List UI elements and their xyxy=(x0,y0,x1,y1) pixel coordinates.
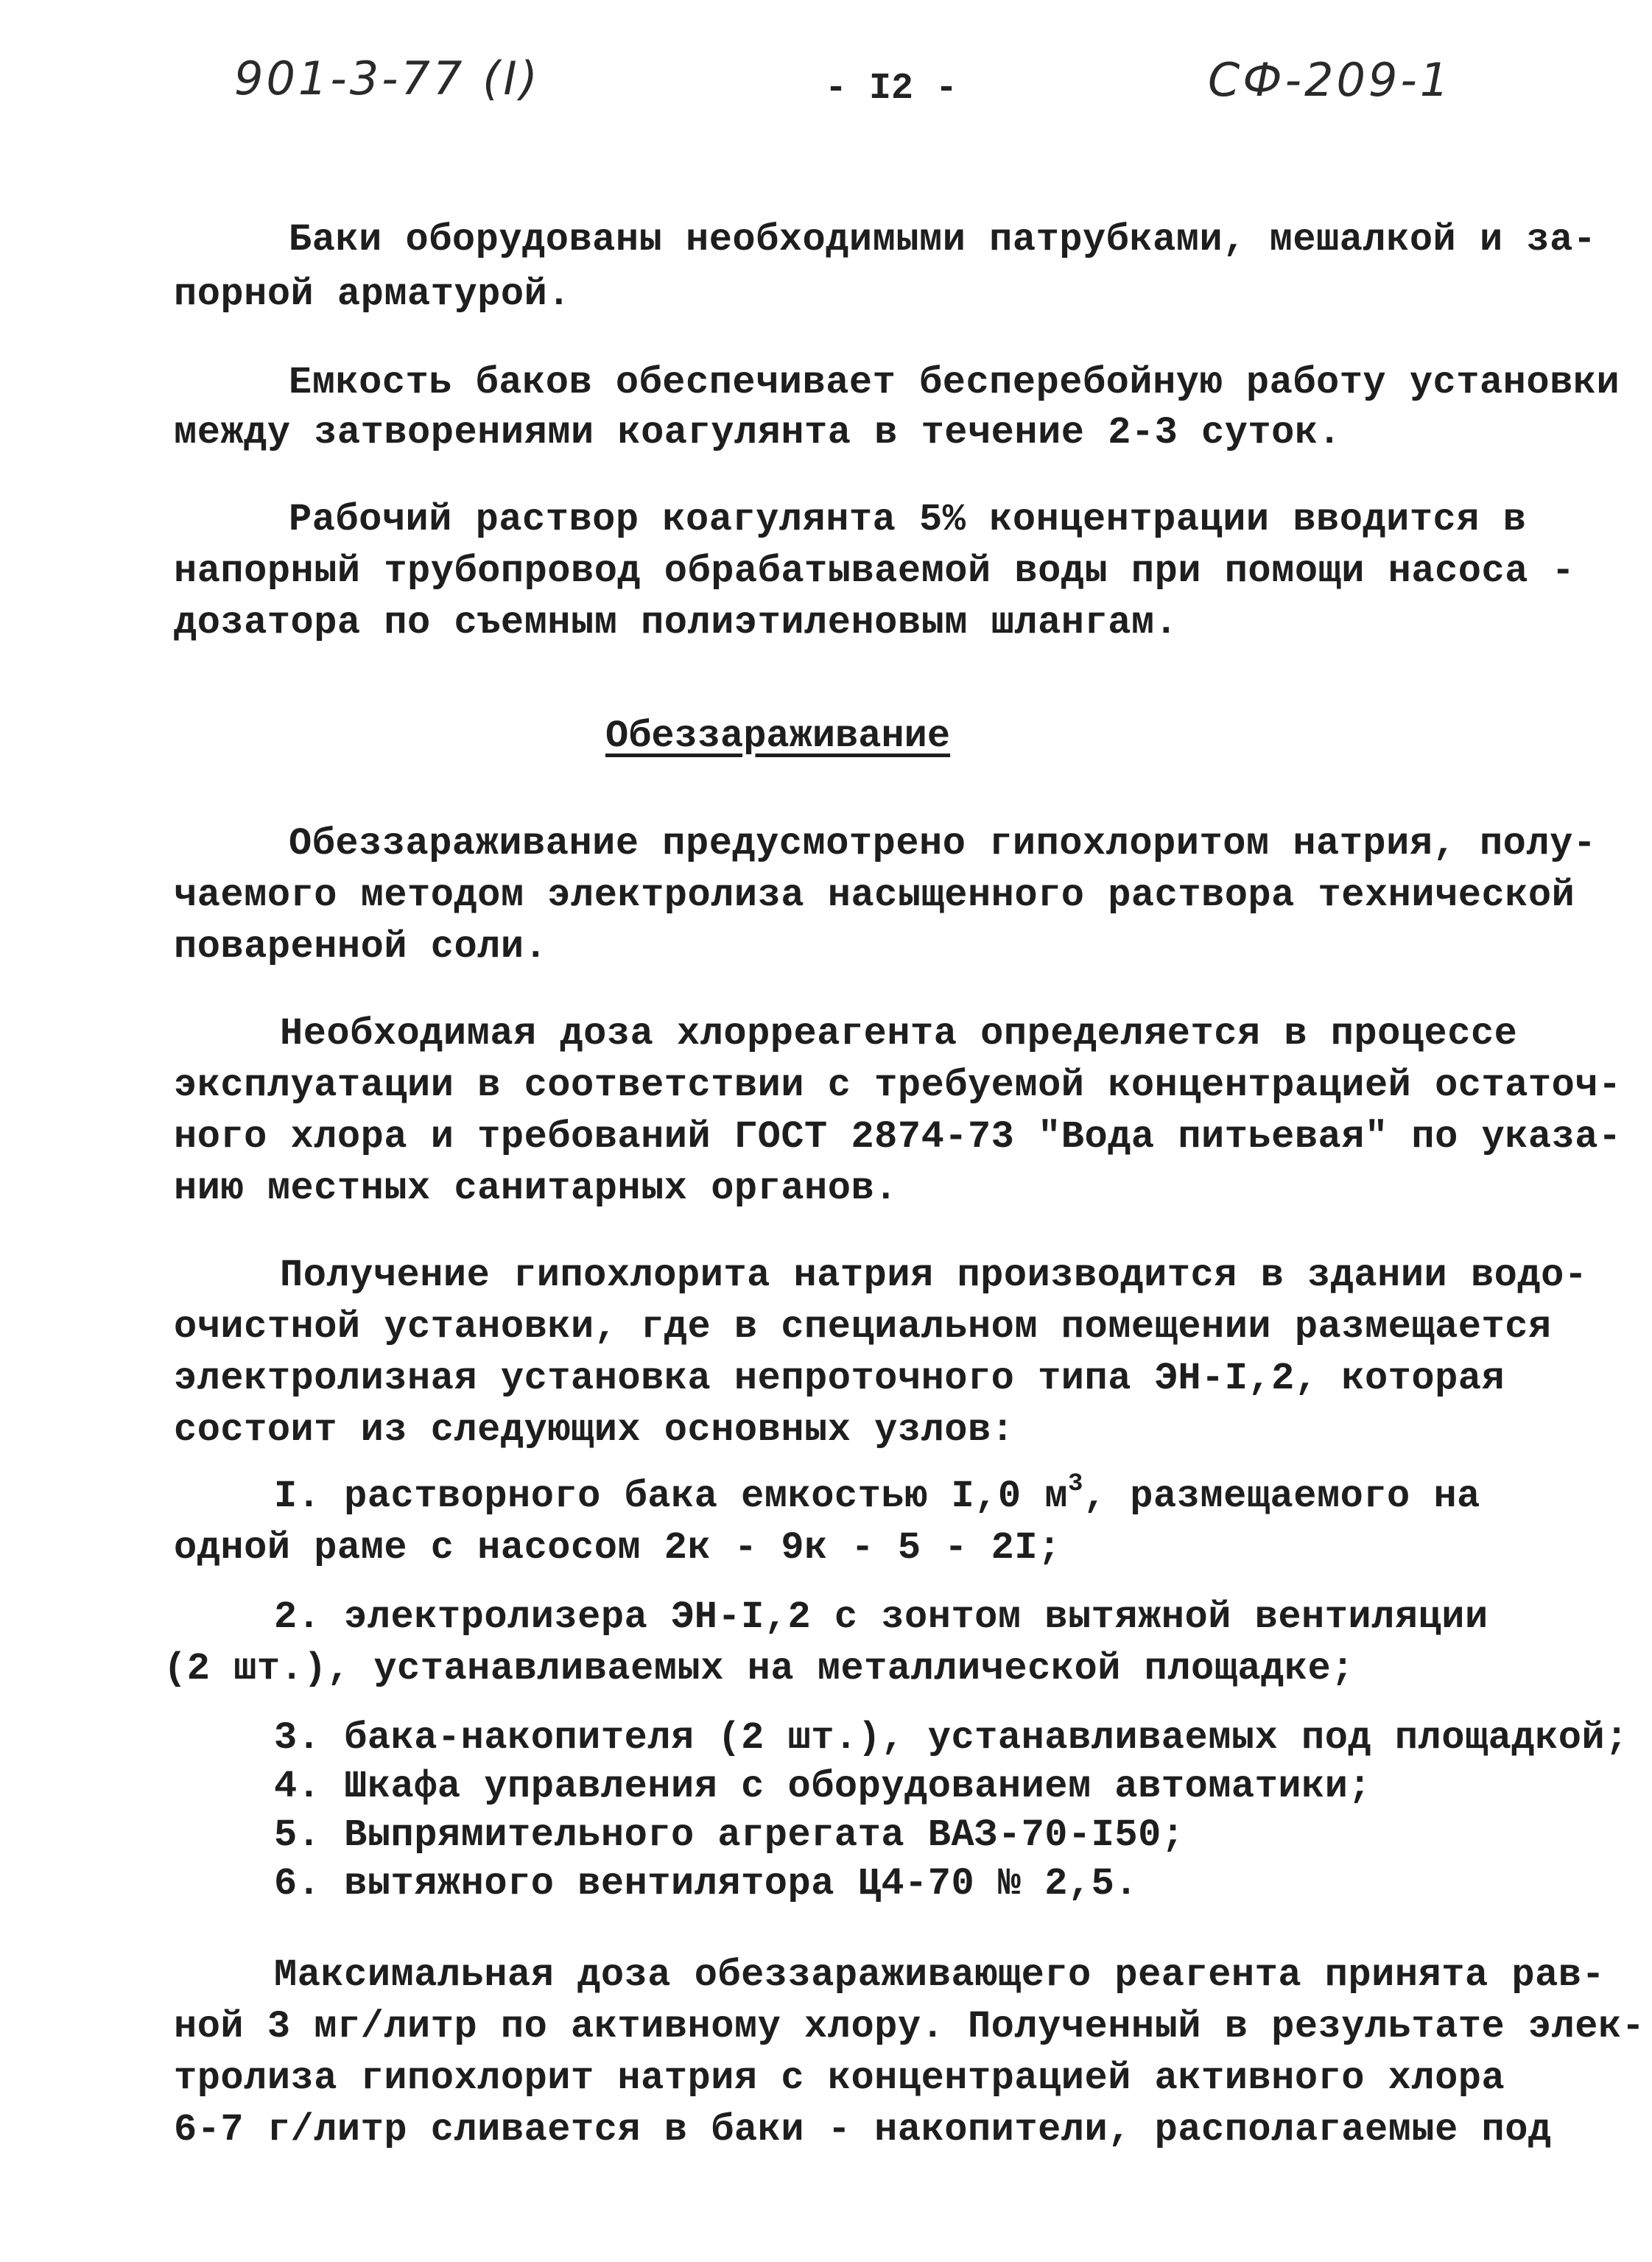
paragraph-4-line-3: поваренной соли. xyxy=(174,925,548,969)
paragraph-2-line-2: между затворениями коагулянта в течение 2-3 суток. xyxy=(174,411,1342,454)
paragraph-7-line-4: 6-7 г/литр сливается в баки - накопители, располагаемые под xyxy=(174,2108,1552,2152)
section-heading: Обеззараживание xyxy=(605,714,951,758)
paragraph-5-line-3: ного хлора и требований ГОСТ 2874-73 "Вода питьевая" по указа- xyxy=(174,1115,1622,1159)
paragraph-6-line-1: Получение гипохлорита натрия производится в здании водо- xyxy=(280,1254,1588,1297)
paragraph-1-line-1: Баки оборудованы необходимыми патрубками, мешалкой и за- xyxy=(289,218,1597,261)
paragraph-3-line-3: дозатора по съемным полиэтиленовым шлангам. xyxy=(174,601,1178,644)
list-item-1-line-2: одной раме с насосом 2к - 9к - 5 - 2I; xyxy=(174,1526,1061,1570)
paragraph-5-line-2: эксплуатации в соответствии с требуемой концентрацией остаточ- xyxy=(174,1064,1622,1107)
list-item-2-line-2: (2 шт.), устанавливаемых на металлической площадке; xyxy=(164,1647,1354,1690)
list-item-1-line-1 xyxy=(274,1470,1480,1518)
paragraph-6-line-4: состоит из следующих основных узлов: xyxy=(174,1408,1015,1452)
paragraph-4-line-2: чаемого методом электролиза насыщенного раствора технической xyxy=(174,874,1575,917)
paragraph-5-line-4: нию местных санитарных органов. xyxy=(174,1167,898,1210)
list-item-6: 6. вытяжного вентилятора Ц4-70 № 2,5. xyxy=(274,1862,1139,1906)
paragraph-1-line-2: порной арматурой. xyxy=(174,273,571,316)
paragraph-5-line-1: Необходимая доза хлорреагента определяется в процессе xyxy=(280,1012,1518,1056)
list-item-1-tail: , размещаемого на xyxy=(1083,1475,1480,1518)
paragraph-4-line-1: Обеззараживание предусмотрено гипохлоритом натрия, полу- xyxy=(289,822,1597,865)
paragraph-7-line-1: Максимальная доза обеззараживающего реагента принята рав- xyxy=(274,1953,1606,1997)
doc-code-left: 901-3-77 (I) xyxy=(234,52,541,105)
paragraph-6-line-3: электролизная установка непроточного типа ЭН-I,2, которая xyxy=(174,1357,1505,1400)
paragraph-3-line-1: Рабочий раствор коагулянта 5% концентрации вводится в xyxy=(289,498,1527,541)
doc-code-right: СФ-209-1 xyxy=(1208,53,1452,107)
page-number: - I2 - xyxy=(825,68,958,110)
list-item-3: 3. бака-накопителя (2 шт.), устанавливаемых под площадкой; xyxy=(274,1716,1628,1760)
list-item-1-text: I. растворного бака емкостью I,0 м xyxy=(274,1475,1068,1518)
paragraph-3-line-2: напорный трубопровод обрабатываемой воды при помощи насоса - xyxy=(174,549,1575,593)
paragraph-7-line-2: ной 3 мг/литр по активному хлору. Полученный в результате элек- xyxy=(174,2005,1645,2048)
paragraph-6-line-2: очистной установки, где в специальном помещении размещается xyxy=(174,1305,1552,1349)
list-item-2-line-1: 2. электролизера ЭН-I,2 с зонтом вытяжной вентиляции xyxy=(274,1595,1488,1639)
list-item-5: 5. Выпрямительного агрегата ВАЗ-70-I50; xyxy=(274,1813,1185,1857)
list-item-1-superscript: 3 xyxy=(1067,1470,1083,1498)
list-item-4: 4. Шкафа управления с оборудованием автоматики; xyxy=(274,1765,1372,1808)
paragraph-2-line-1: Емкость баков обеспечивает бесперебойную работу установки xyxy=(289,361,1620,404)
paragraph-7-line-3: тролиза гипохлорит натрия с концентрацией активного хлора xyxy=(174,2056,1505,2100)
